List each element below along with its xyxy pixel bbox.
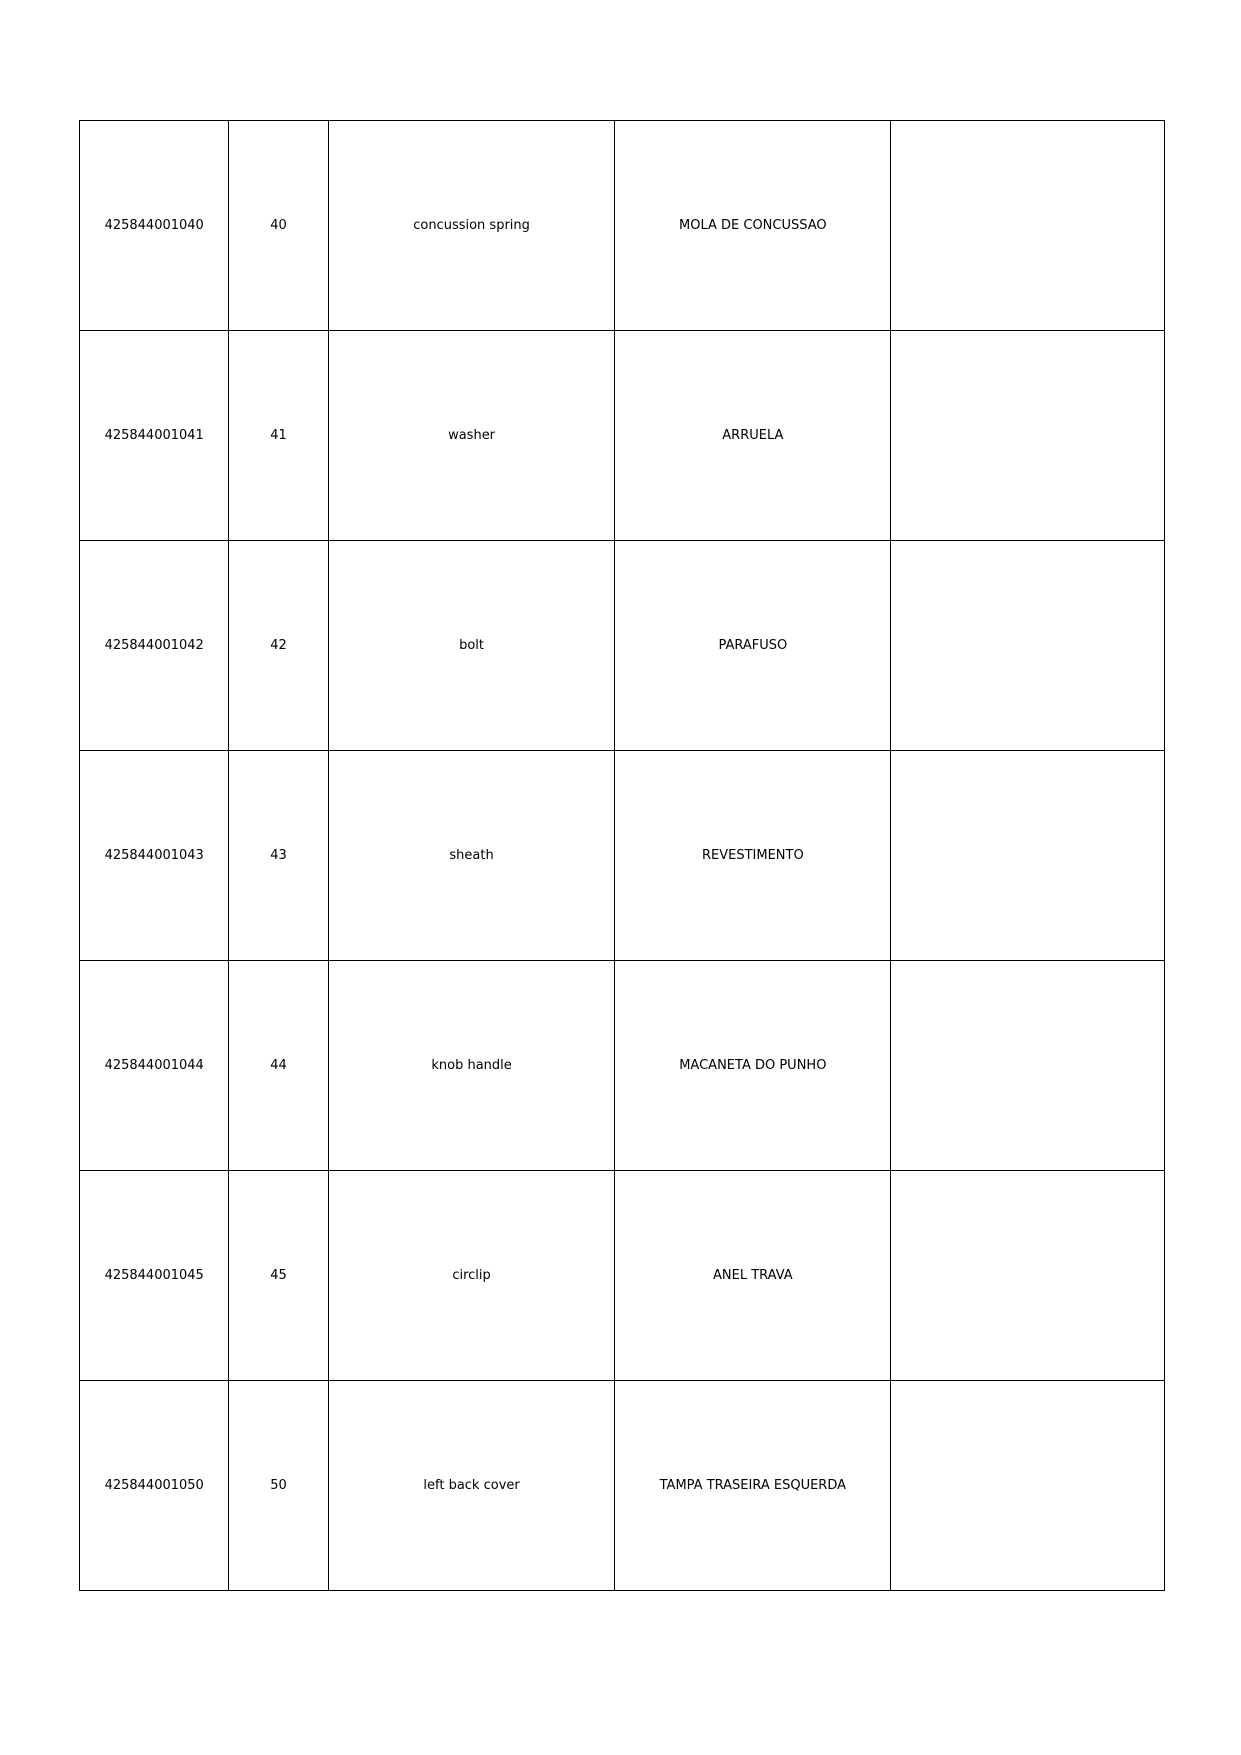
description-en-cell: bolt: [328, 541, 615, 751]
item-number-cell: 45: [229, 1171, 328, 1381]
item-number-cell: 41: [229, 331, 328, 541]
description-pt-cell: MACANETA DO PUNHO: [615, 961, 891, 1171]
notes-cell: [891, 961, 1165, 1171]
notes-cell: [891, 541, 1165, 751]
description-en-cell: washer: [328, 331, 615, 541]
item-number-cell: 50: [229, 1381, 328, 1591]
item-number-cell: 43: [229, 751, 328, 961]
part-code-cell: 425844001042: [80, 541, 229, 751]
description-pt-cell: TAMPA TRASEIRA ESQUERDA: [615, 1381, 891, 1591]
table-row: [80, 331, 1165, 541]
description-en-cell: left back cover: [328, 1381, 615, 1591]
table-row: [80, 961, 1165, 1171]
table-row: [80, 121, 1165, 331]
part-code-cell: 425844001041: [80, 331, 229, 541]
part-code-cell: 425844001044: [80, 961, 229, 1171]
part-code-cell: 425844001045: [80, 1171, 229, 1381]
item-number-cell: 44: [229, 961, 328, 1171]
notes-cell: [891, 1171, 1165, 1381]
table-row: [80, 541, 1165, 751]
description-en-cell: knob handle: [328, 961, 615, 1171]
description-pt-cell: ARRUELA: [615, 331, 891, 541]
part-code-cell: 425844001040: [80, 121, 229, 331]
item-number-cell: 40: [229, 121, 328, 331]
part-code-cell: 425844001050: [80, 1381, 229, 1591]
description-pt-cell: ANEL TRAVA: [615, 1171, 891, 1381]
item-number-cell: 42: [229, 541, 328, 751]
description-pt-cell: PARAFUSO: [615, 541, 891, 751]
notes-cell: [891, 751, 1165, 961]
notes-cell: [891, 121, 1165, 331]
description-en-cell: circlip: [328, 1171, 615, 1381]
table-row: [80, 751, 1165, 961]
description-en-cell: concussion spring: [328, 121, 615, 331]
description-en-cell: sheath: [328, 751, 615, 961]
description-pt-cell: REVESTIMENTO: [615, 751, 891, 961]
notes-cell: [891, 331, 1165, 541]
table-row: [80, 1381, 1165, 1591]
parts-table: [79, 120, 1165, 1591]
table-row: [80, 1171, 1165, 1381]
description-pt-cell: MOLA DE CONCUSSAO: [615, 121, 891, 331]
part-code-cell: 425844001043: [80, 751, 229, 961]
notes-cell: [891, 1381, 1165, 1591]
